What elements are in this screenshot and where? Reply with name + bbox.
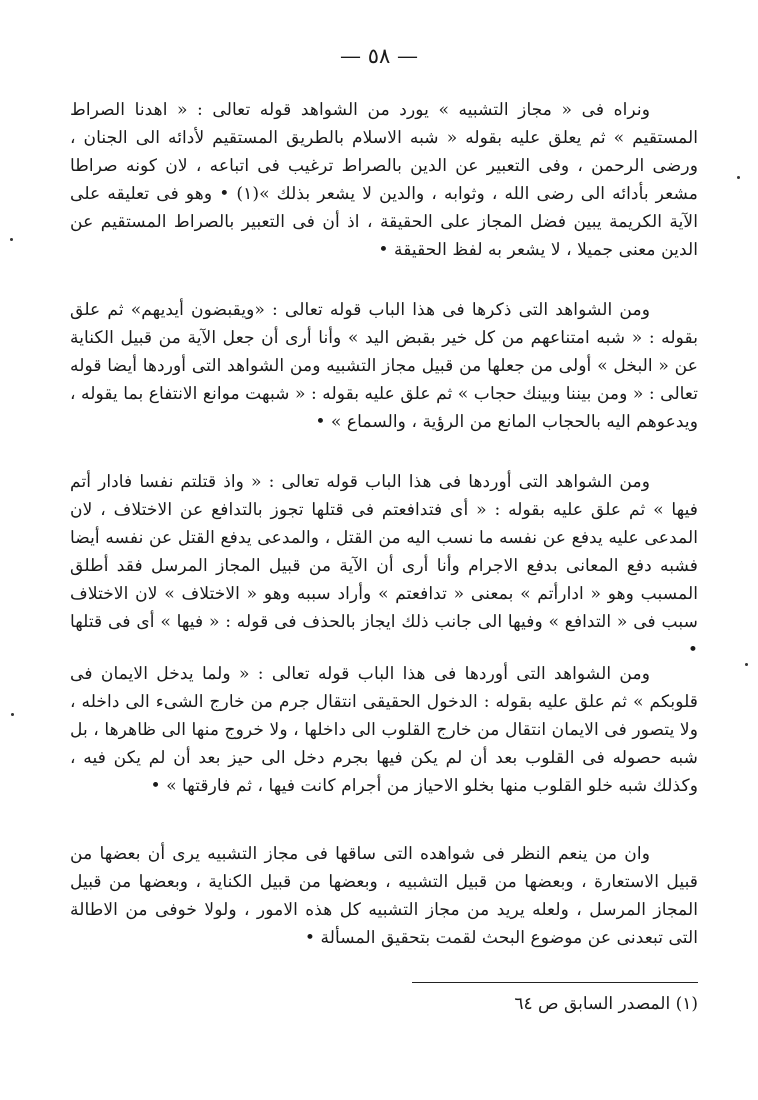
paragraph-text: ومن الشواهد التى أوردها فى هذا الباب قوله تعالى : « واذ قتلتم نفسا فادار أتم فيها » ثم علق عليه بقوله : « أى فتدافعتم فى قتلها تجوز بالتدافع عن الاختلاف ، لان المدعى عليه يدفع عن نفسه ما نسب اليه من القتل ، والمدعى يدفع القتل عن نفسه أيضا فشبه دفع المعانى بدفع الاجرام وأنا أرى أن الآية من قبيل المجاز المرسل فقد أطلق المسبب وهو « ادارأتم » بمعنى « تدافعتم » وأراد سببه وهو « الاختلاف » لان الاختلاف سبب فى « التدافع » وفيها الى جانب ذلك ايجاز بالحذف فى قوله : « فيها » أى فى قتلها • — [70, 472, 698, 660]
paragraph-text: ومن الشواهد التى أوردها فى هذا الباب قوله تعالى : « ولما يدخل الايمان فى قلوبكم » ثم علق عليه بقوله : الدخول الحقيقى انتقال جرم من خارج الشىء الى داخله ، ولا يتصور فى الايمان انتقال من خارج القلوب الى داخلها ، ولا خروج منها الى ظاهرها ، بل شبه حصوله فى القلوب بعد أن لم يكن فيها بجرم دخل الى حيز بعد أن لم يكن فيه ، وكذلك شبه خلو القلوب منها بخلو الاحياز من أجرام كانت فيها ، ثم فارقتها » • — [70, 664, 698, 796]
margin-speck — [10, 238, 13, 241]
footnote: (١) المصدر السابق ص ٦٤ — [514, 994, 698, 1014]
margin-speck — [745, 663, 748, 666]
paragraph — [70, 840, 698, 952]
paragraph-text: ونراه فى « مجاز التشبيه » يورد من الشواهد قوله تعالى : « اهدنا الصراط المستقيم » ثم يعلق عليه بقوله « شبه الاسلام بالطريق المستقيم لأدائه الى الجنان ، ورضى الرحمن ، وفى التعبير عن الدين بالصراط ترغيب فى اتباعه ، لان كونه صراطا مشعر بأدائه الى رضى الله ، وثوابه ، والدين لا يشعر بذلك »(١) • وهو فى تعليقه على الآية الكريمة يبين فضل المجاز على الحقيقة ، اذ أن فى التعبير بالصراط المستقيم عن الدين معنى جميلا ، لا يشعر به لفظ الحقيقة • — [70, 100, 698, 260]
page-number: — ٥٨ — — [340, 44, 418, 68]
paragraph — [70, 660, 698, 800]
margin-speck — [11, 713, 14, 716]
paragraph-text: وان من ينعم النظر فى شواهده التى ساقها فى مجاز التشبيه يرى أن بعضها من قبيل الاستعارة ، وبعضها من قبيل التشبيه ، وبعضها من قبيل الكناية ، وبعضها من قبيل المجاز المرسل ، ولعله يريد من مجاز التشبيه كل هذه الامور ، ولولا خوفى من الاطالة التى تبعدنى عن موضوع البحث لقمت بتحقيق المسألة • — [70, 844, 698, 948]
paragraph — [70, 296, 698, 436]
footnote-divider — [412, 982, 698, 983]
paragraph — [70, 96, 698, 264]
margin-speck — [737, 176, 740, 179]
paragraph-text: ومن الشواهد التى ذكرها فى هذا الباب قوله تعالى : «ويقبضون أيديهم» ثم علق بقوله : « شبه امتناعهم من كل خير بقبض اليد » وأنا أرى أن جعل الآية من قبيل الكناية عن « البخل » أولى من جعلها من قبيل مجاز التشبيه ومن الشواهد التى أوردها أيضا قوله تعالى : « ومن بيننا وبينك حجاب » ثم علق عليه بقوله : « شبهت موانع الانتفاع بما يقوله ، ويدعوهم اليه بالحجاب المانع من الرؤية ، والسماع » • — [70, 300, 698, 432]
paragraph — [70, 468, 698, 664]
